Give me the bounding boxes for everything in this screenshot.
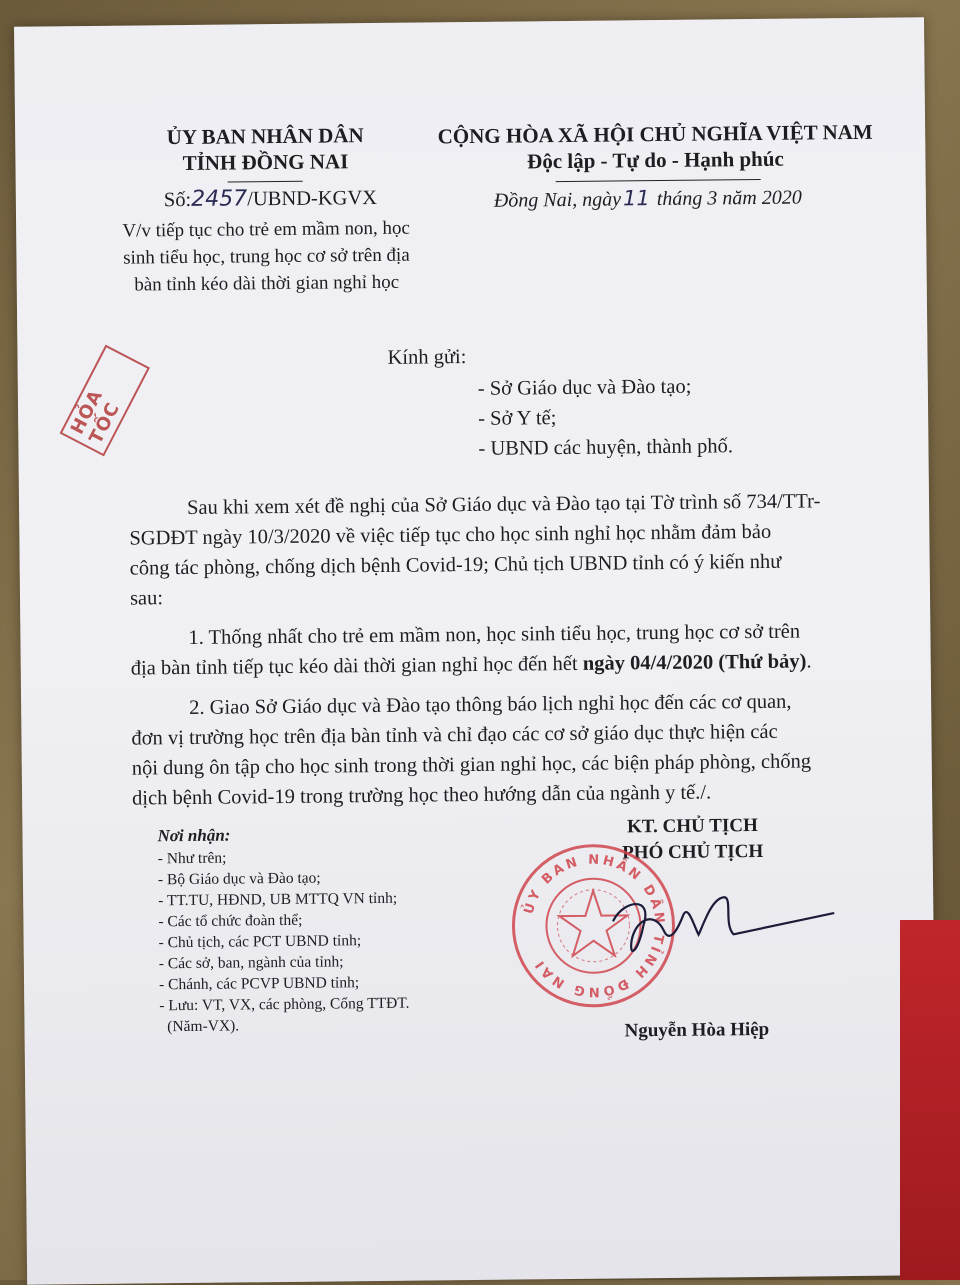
red-folder-edge [900,920,960,1280]
para2-line [131,646,812,683]
signer-name: Nguyễn Hòa Hiệp [624,1018,770,1042]
para3-line: đơn vị trường học trên địa bàn tỉnh và chỉ đạo các cơ sở giáo dục thực hiện các [131,720,778,750]
document-page [14,17,937,1284]
date-suffix: tháng 3 năm 2020 [656,186,802,211]
recipient-item: - TT.TU, HĐND, UB MTTQ VN tỉnh; [158,889,398,910]
recipient-item: (Năm-VX). [159,1017,240,1036]
urgent-stamp-text: HỎA TỐC [60,345,150,457]
issuer-line2: TỈNH ĐỒNG NAI [182,149,349,176]
recipient-item: - Chánh, các PCVP UBND tỉnh; [158,974,360,994]
issue-date [494,185,802,213]
addressee-item: - UBND các huyện, thành phố. [478,435,734,460]
ref-handwritten-number: 2457 [191,186,248,212]
date-prefix: Đồng Nai, ngày [493,188,622,212]
recipients-block [157,823,409,1038]
subject-block [116,215,417,299]
seal-text: ỦY BAN NHÂN DÂN TỈNH ĐỒNG NAI [521,852,667,999]
para1-line: sau: [129,587,164,610]
recipient-item: - Bộ Giáo dục và Đào tạo; [157,869,321,889]
para2-text: địa bàn tỉnh tiếp tục kéo dài thời gian nghỉ học đến hết [130,652,583,680]
para2-line: 1. Thống nhất cho trẻ em mầm non, học sinh tiểu học, trung học cơ sở trên [188,620,801,649]
signature-title2: PHÓ CHỦ TỊCH [622,840,764,864]
addressee-item: - Sở Y tế; [478,407,557,430]
addressee-title: Kính gửi: [387,346,467,369]
para3-line: nội dung ôn tập cho học sinh trong thời gian nghỉ học, các biện pháp phòng, chống [131,750,812,780]
para2-deadline: ngày 04/4/2020 (Thứ bảy) [582,650,807,675]
addressee-item: - Sở Giáo dục và Đào tạo; [477,375,692,400]
signature-title1: KT. CHỦ TỊCH [626,815,758,838]
subject-line: bàn tỉnh kéo dài thời gian nghỉ học [134,271,400,296]
recipient-item: - Các sở, ban, ngành của tỉnh; [158,953,344,973]
para1-line: công tác phòng, chống dịch bệnh Covid-19; Chủ tịch UBND tỉnh có ý kiến như [129,550,782,580]
national-motto: Độc lập - Tự do - Hạnh phúc [526,146,784,174]
issuer-line1: ỦY BAN NHÂN DÂN [166,123,364,150]
para2-end: . [806,650,812,673]
ref-prefix: Số: [163,188,192,212]
reference-number [164,185,377,212]
ref-suffix: /UBND-KGVX [247,186,378,211]
subject-line: sinh tiểu học, trung học cơ sở trên địa [123,244,410,269]
recipient-item: - Lưu: VT, VX, các phòng, Cổng TTĐT. [159,994,410,1015]
urgent-stamp [11,319,181,472]
para3-line: 2. Giao Sở Giáo dục và Đào tạo thông báo lịch nghỉ học đến các cơ quan, [189,690,792,719]
recipient-item: - Chủ tịch, các PCT UBND tỉnh; [158,932,362,952]
date-handwritten-day: 11 [622,186,650,211]
handwritten-signature [583,878,844,971]
para1-line: Sau khi xem xét đề nghị của Sở Giáo dục và Đào tạo tại Tờ trình số 734/TTr- [186,490,821,519]
motto-underline [556,179,761,182]
para3-line: dịch bệnh Covid-19 trong trường học theo hướng dẫn của ngành y tế./. [131,781,712,810]
recipient-item: - Như trên; [157,849,227,868]
subject-line: V/v tiếp tục cho trẻ em mầm non, học [122,217,411,242]
para1-line: SGDĐT ngày 10/3/2020 về việc tiếp tục cho học sinh nghỉ học nhằm đảm bảo [129,520,772,550]
issuer-underline [228,181,303,183]
national-title: CỘNG HÒA XÃ HỘI CHỦ NGHĨA VIỆT NAM [437,119,873,149]
recipients-title: Nơi nhận: [157,825,231,846]
recipient-item: - Các tổ chức đoàn thể; [158,911,303,931]
